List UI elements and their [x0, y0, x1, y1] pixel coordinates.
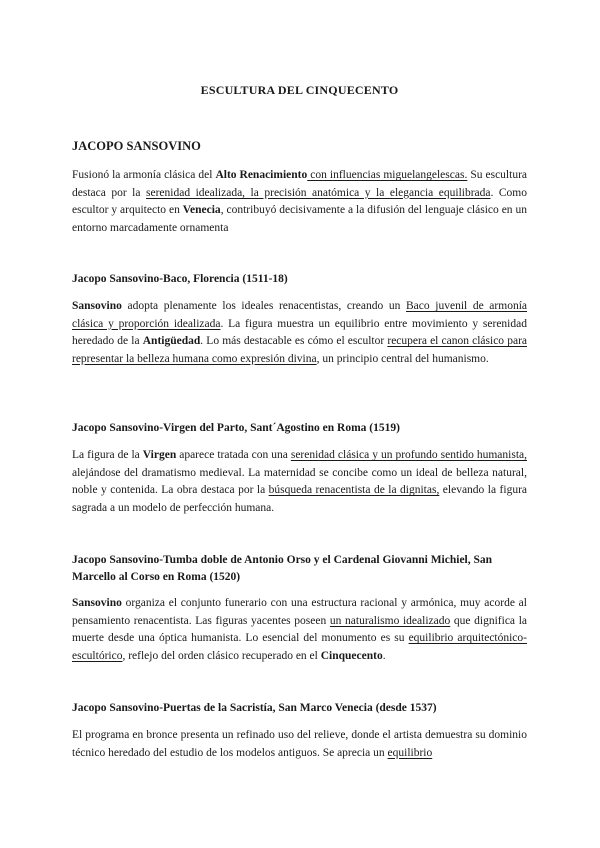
underlined-text: búsqueda renacentista de la dignitas,	[268, 484, 440, 496]
emphasis: Sansovino	[72, 597, 122, 609]
text: Fusionó la armonía clásica del	[72, 169, 216, 181]
section-heading-baco: Jacopo Sansovino-Baco, Florencia (1511-18)	[72, 273, 288, 285]
text: . La figura muestra un equilibrio entre movimiento y serenidad heredado de la	[72, 317, 527, 347]
section-paragraph-puertas	[72, 727, 527, 762]
text: , un principio central del humanismo.	[316, 352, 489, 365]
underlined-text: equilibrio	[387, 746, 433, 759]
text: .	[382, 649, 386, 662]
text: organiza el conjunto funerario con una estructura racional y armónica, muy acorde al pensamiento renacentista. Las figuras yacentes poseen	[72, 597, 527, 627]
text: elevando la figura sagrada a un modelo de perfección humana.	[72, 484, 527, 514]
underlined-text: un naturalismo idealizado	[329, 614, 451, 627]
emphasis: Virgen	[142, 449, 177, 461]
emphasis: Alto Renacimiento	[215, 169, 308, 181]
document-title: ESCULTURA DEL CINQUECENTO	[200, 83, 399, 97]
text: El programa en bronce presenta un refinado uso del relieve, donde el artista demuestra su dominio técnico heredado del estudio de los modelos antiguos. Se aprecia un	[72, 729, 527, 759]
emphasis: Sansovino	[72, 300, 122, 312]
underlined-text: Baco juvenil de armonía clásica y proporción idealizada	[72, 300, 527, 330]
text: adopta plenamente los ideales renacentistas, creando un	[121, 300, 407, 312]
underlined-text: recupera el canon clásico para representar la belleza humana como expresión divina	[72, 335, 527, 365]
text: Su escultura destaca por la	[72, 169, 528, 199]
text: . Como escultor y arquitecto en	[72, 186, 527, 216]
underlined-text: serenidad idealizada, la precisión anatómica y la elegancia equilibrada	[146, 186, 491, 199]
underlined-text: serenidad clásica y un profundo sentido humanista,	[290, 449, 527, 461]
emphasis: Cinquecento	[320, 649, 383, 662]
section-paragraph-baco	[72, 298, 527, 368]
section-heading-virgen: Jacopo Sansovino-Virgen del Parto, Sant´Agostino en Roma (1519)	[72, 422, 400, 434]
section-heading-puertas: Jacopo Sansovino-Puertas de la Sacristía, San Marco Venecia (desde 1537)	[72, 702, 437, 714]
text: aparece tratada con una	[176, 449, 291, 461]
intro-paragraph	[72, 167, 527, 237]
text: que dignifica la muerte desde una óptica humanista. Lo esencial del monumento es su	[72, 614, 527, 644]
text: , reflejo del orden clásico recuperado en el	[122, 649, 321, 662]
section-paragraph-tumba	[72, 595, 527, 665]
text: , contribuyó decisivamente a la difusión del lenguaje clásico en un entorno marcadamente ornamenta	[72, 204, 527, 234]
section-paragraph-virgen	[72, 447, 527, 517]
text: alejándose del dramatismo medieval. La maternidad se concibe como un ideal de belleza natural, noble y contenida. La obra destaca por la	[72, 466, 527, 496]
underlined-text: con influencias miguelangelescas.	[307, 169, 468, 181]
emphasis: Venecia	[182, 204, 221, 216]
text: . Lo más destacable es cómo el escultor	[200, 335, 388, 347]
text: La figura de la	[72, 449, 143, 461]
underlined-text: equilibrio arquitectónico-escultórico	[72, 632, 527, 662]
section-heading-tumba: Jacopo Sansovino-Tumba doble de Antonio Orso y el Cardenal Giovanni Michiel, San Marcello al Corso en Roma (1520)	[72, 554, 493, 583]
emphasis: Antigüedad	[142, 335, 201, 347]
main-heading: JACOPO SANSOVINO	[72, 139, 201, 153]
